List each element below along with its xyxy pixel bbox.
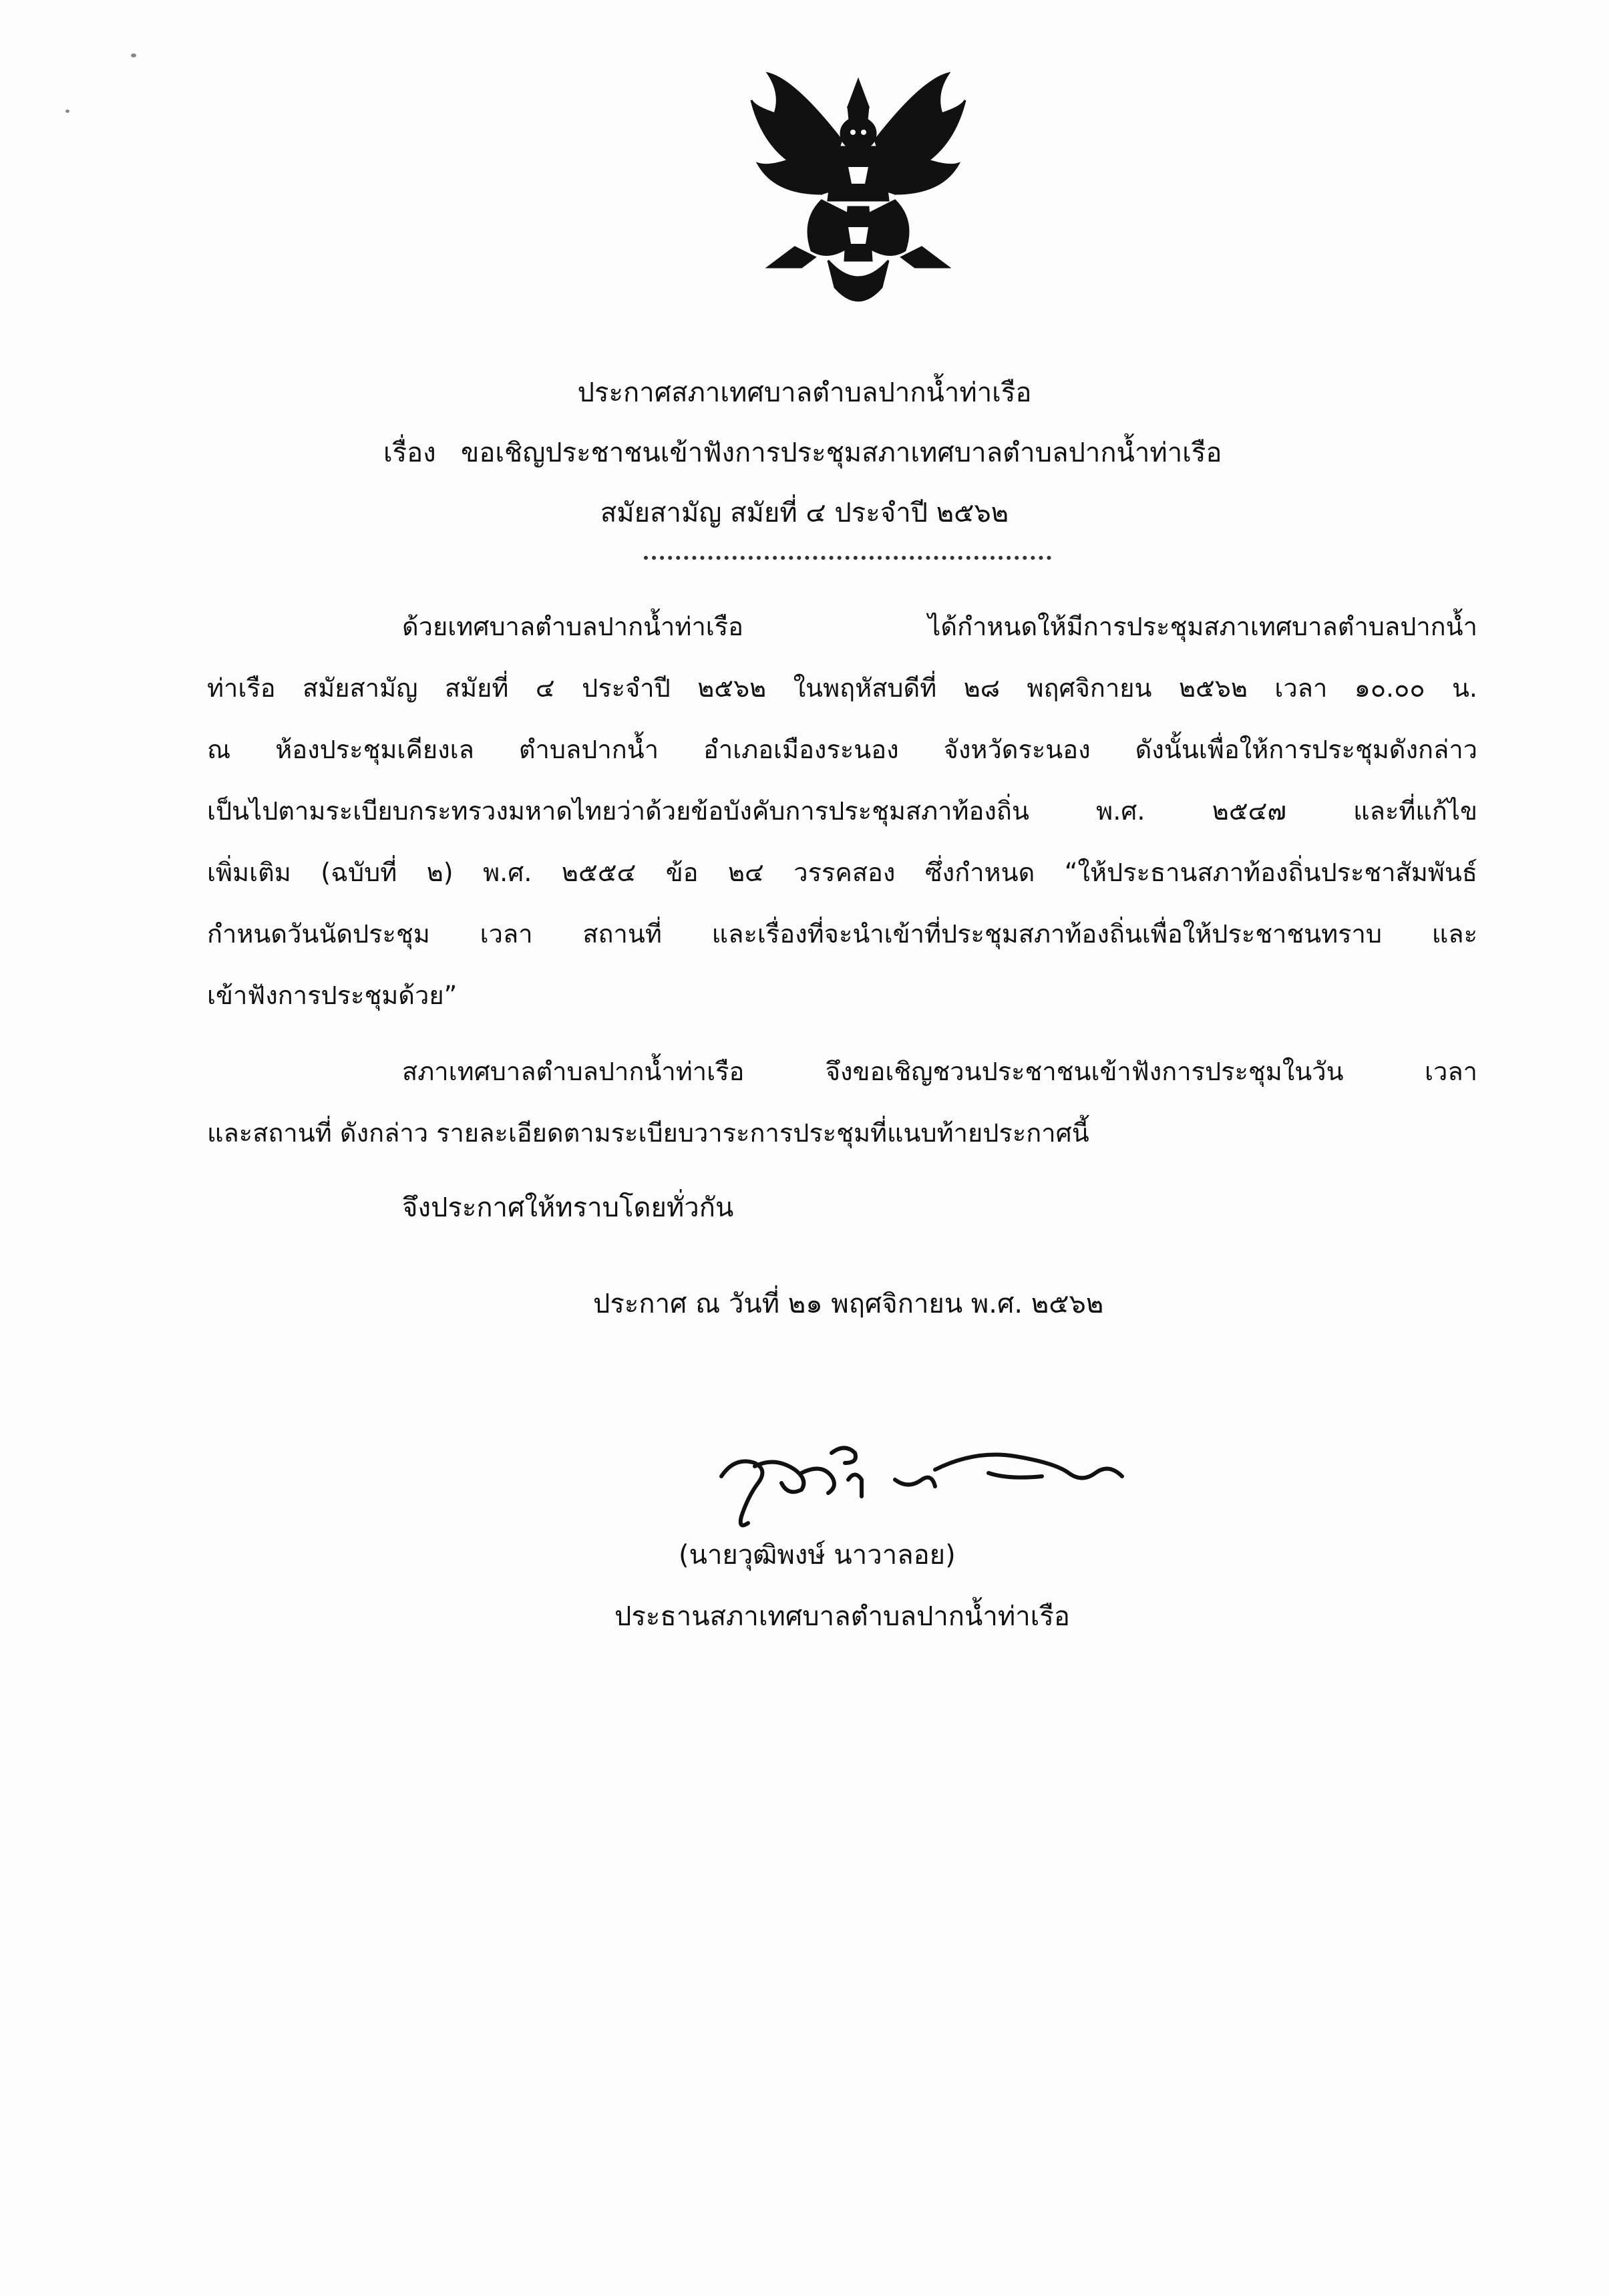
paragraph1-line2: ท่าเรือ สมัยสามัญ สมัยที่ ๔ ประจำปี ๒๕๖๒ ในพฤหัสบดีที่ ๒๘ พฤศจิกายน ๒๕๖๒ เวลา ๑๐.๐๐ น. — [207, 673, 1477, 703]
scan-speck — [131, 53, 136, 57]
paragraph1-line3: ณ ห้องประชุมเคียงเล ตำบลปากน้ำ อำเภอเมืองระนอง จังหวัดระนอง ดังนั้นเพื่อให้การประชุมดังกล่าว — [207, 735, 1477, 764]
paragraph1-line7: เข้าฟังการประชุมด้วย” — [207, 981, 458, 1010]
paragraph1-line6: กำหนดวันนัดประชุม เวลา สถานที่ และเรื่องที่จะนำเข้าที่ประชุมสภาท้องถิ่นเพื่อให้ประชาชนทราบ และ — [207, 919, 1477, 949]
paragraph1-line1: ด้วยเทศบาลตำบลปากน้ำท่าเรือ ได้กำหนดให้มีการประชุมสภาเทศบาลตำบลปากน้ำ — [402, 612, 1477, 641]
paragraph2-line2: และสถานที่ ดังกล่าว รายละเอียดตามระเบียบวาระการประชุมที่แนบท้ายประกาศนี้ — [207, 1118, 1089, 1148]
subject-text: ขอเชิญประชาชนเข้าฟังการประชุมสภาเทศบาลตำบลปากน้ำท่าเรือ — [461, 438, 1222, 468]
paragraph2-line1: สภาเทศบาลตำบลปากน้ำท่าเรือ จึงขอเชิญชวนประชาชนเข้าฟังการประชุมในวัน เวลา — [402, 1057, 1477, 1086]
handwritten-signature — [695, 1416, 1162, 1536]
announcement-title: ประกาศสภาเทศบาลตำบลปากน้ำท่าเรือ — [577, 377, 1032, 408]
paragraph1-line5: เพิ่มเติม (ฉบับที่ ๒) พ.ศ. ๒๕๕๔ ข้อ ๒๔ วรรคสอง ซึ่งกำหนด “ให้ประธานสภาท้องถิ่นประชาสัมพันธ์ — [207, 858, 1477, 887]
signatory-position: ประธานสภาเทศบาลตำบลปากน้ำท่าเรือ — [614, 1601, 1070, 1632]
closing-line: จึงประกาศให้ทราบโดยทั่วกัน — [402, 1192, 734, 1223]
garuda-emblem-icon — [748, 67, 968, 321]
date-line: ประกาศ ณ วันที่ ๒๑ พฤศจิกายน พ.ศ. ๒๕๖๒ — [593, 1289, 1104, 1319]
scan-speck — [65, 110, 69, 113]
separator-dots — [644, 556, 1051, 560]
session-line: สมัยสามัญ สมัยที่ ๔ ประจำปี ๒๕๖๒ — [600, 498, 1009, 528]
paragraph1-line4: เป็นไปตามระเบียบกระทรวงมหาดไทยว่าด้วยข้อบังคับการประชุมสภาท้องถิ่น พ.ศ. ๒๕๔๗ และที่แก้ไข — [207, 796, 1477, 826]
subject-label: เรื่อง — [383, 438, 436, 468]
signatory-name: (นายวุฒิพงษ์ นาวาลอย) — [679, 1540, 956, 1571]
